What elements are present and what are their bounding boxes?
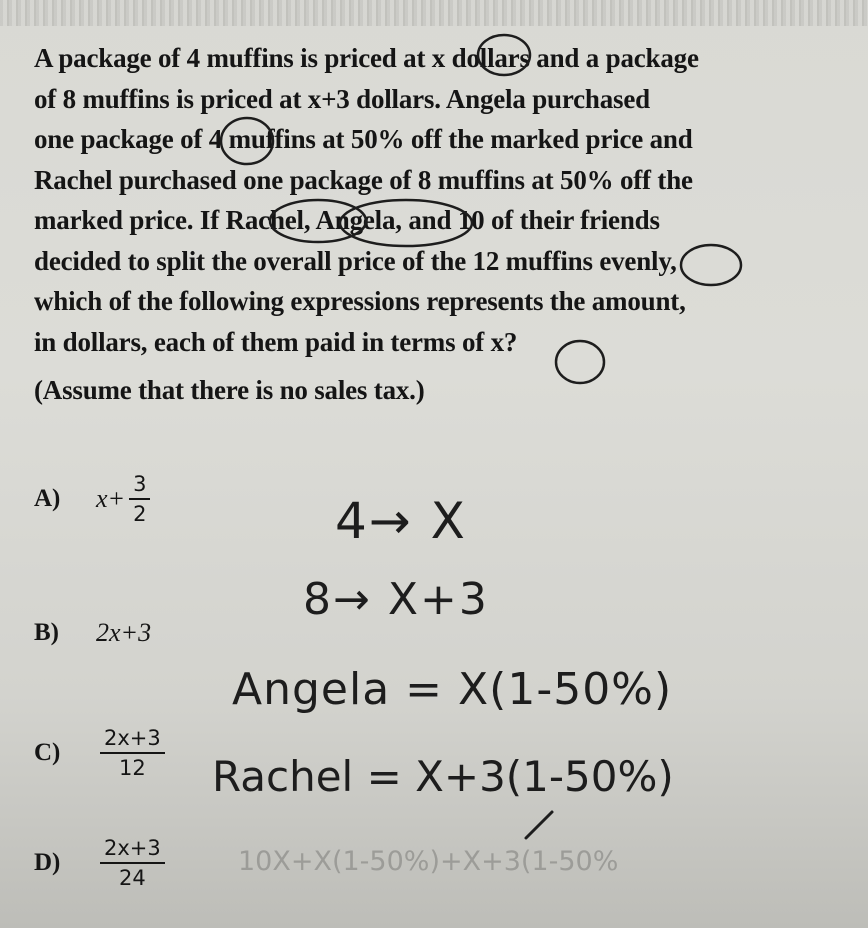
question-line: one package of 4 muffins at 50% off the marked price and — [34, 124, 693, 154]
handwritten-note: 8→ X+3 — [303, 574, 489, 625]
numerator: 3 — [129, 472, 150, 500]
question-line: in dollars, each of them paid in terms of x? — [34, 326, 518, 357]
faint-handwritten-note: 10X+X(1-50%)+X+3(1-50% — [238, 846, 619, 877]
numerator: 2x+3 — [100, 836, 165, 864]
question-line: A package of 4 muffins is priced at x dollars and a package — [34, 43, 699, 73]
choice-letter: A) — [34, 485, 61, 512]
choice-letter: B) — [34, 619, 59, 646]
numerator: 2x+3 — [100, 726, 165, 754]
handwritten-note: Rachel = X+3(1-50%) — [212, 752, 674, 801]
denominator: 12 — [119, 756, 146, 780]
circle-mark-angela — [340, 200, 472, 246]
expr-text: 2x+3 — [96, 618, 152, 647]
choice-letter: D) — [34, 849, 61, 876]
expr-lead: x+ — [96, 484, 126, 513]
circle-mark-12 — [681, 245, 741, 285]
circle-mark-x — [478, 35, 530, 75]
choice-letter: C) — [34, 739, 61, 766]
handwritten-note: 4→ X — [335, 492, 467, 550]
denominator: 24 — [119, 866, 146, 890]
denominator: 2 — [133, 502, 147, 526]
circle-mark-4 — [221, 118, 273, 164]
question-line: decided to split the overall price of the 12 muffins evenly, — [34, 245, 677, 276]
handwritten-note: Angela = X(1-50%) — [232, 664, 673, 715]
question-line: which of the following expressions represents the amount, — [34, 286, 686, 316]
check-stroke — [526, 812, 552, 838]
question-line: of 8 muffins is priced at x+3 dollars. Angela purchased — [34, 83, 650, 114]
question-line: marked price. If Rachel, Angela, and 10 of their friends — [34, 205, 660, 235]
question-line: Rachel purchased one package of 8 muffins at 50% off the — [34, 164, 693, 195]
assumption-note: (Assume that there is no sales tax.) — [34, 375, 425, 405]
circle-mark-x-end — [556, 341, 604, 383]
